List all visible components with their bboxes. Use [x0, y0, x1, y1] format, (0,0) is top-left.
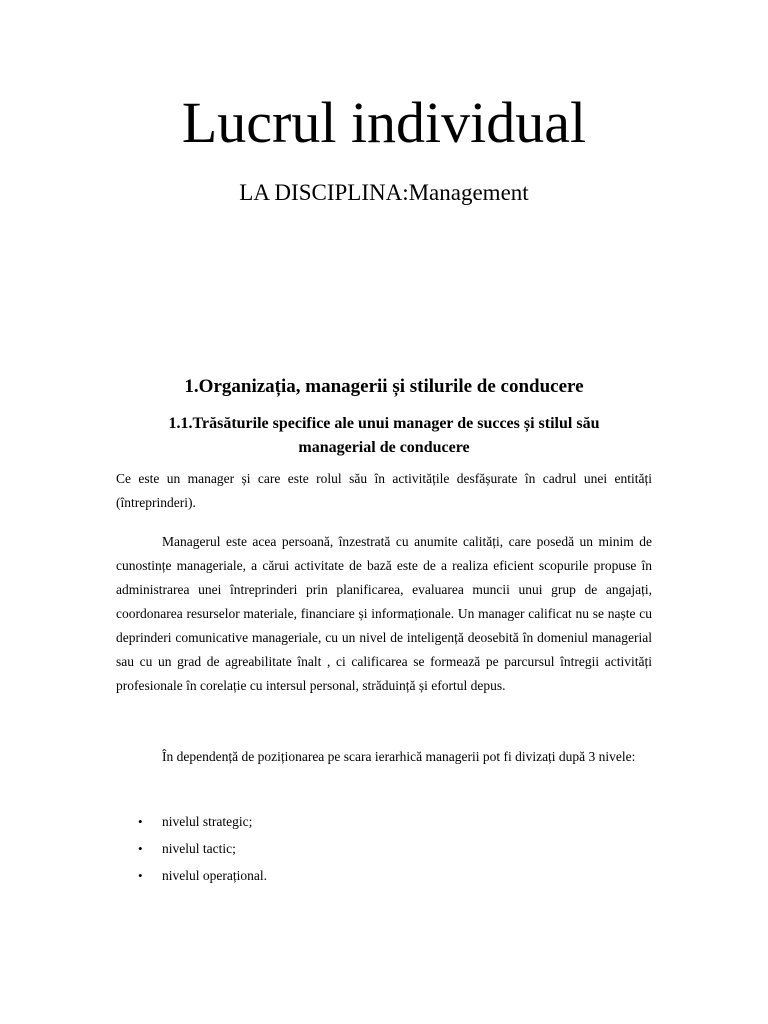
paragraph-levels-intro: În dependență de poziționarea pe scara ierarhică managerii pot fi divizați după 3 nivele:	[162, 749, 636, 764]
bullet-icon: •	[138, 841, 143, 856]
section-heading: 1.Organizația, managerii și stilurile de conducere	[184, 376, 584, 397]
document-subtitle: LA DISCIPLINA:Management	[239, 180, 529, 205]
list-item	[116, 808, 652, 835]
document-title: Lucrul individual	[181, 90, 587, 155]
list-item	[116, 862, 652, 889]
list-item-text: nivelul tactic;	[162, 841, 236, 856]
paragraph-manager-definition: Managerul este acea persoană, înzestrată cu anumite calități, care posedă un minim de cunostințe manageriale, a cărui activitate de bază este de a realiza eficient scopurile propuse în administrarea unei întreprinderi prin planificarea, evaluarea muncii unui grup de angajați, coordonarea resurselor materiale, financiare și informaționale. Un manager calificat nu se naște cu deprinderi comunicative manageriale, cu un nivel de inteligență deosebită în domeniul managerial sau cu un grad de agreabilitate înalt , ci calificarea se formează pe parcursul întregii activități profesionale în corelație cu intersul personal, străduință și efortul depus.	[116, 534, 652, 693]
list-item	[116, 835, 652, 862]
levels-list	[116, 808, 652, 889]
list-item-text: nivelul operațional.	[162, 868, 267, 883]
bullet-icon: •	[138, 868, 143, 883]
paragraph-intro: Ce este un manager și care este rolul său în activitățile desfășurate în cadrul unei entități (întreprinderi).	[116, 471, 652, 510]
bullet-icon: •	[138, 814, 143, 829]
subsection-heading: 1.1.Trăsăturile specifice ale unui manager de succes și stilul său managerial de conducere	[168, 415, 600, 456]
list-item-text: nivelul strategic;	[162, 814, 253, 829]
